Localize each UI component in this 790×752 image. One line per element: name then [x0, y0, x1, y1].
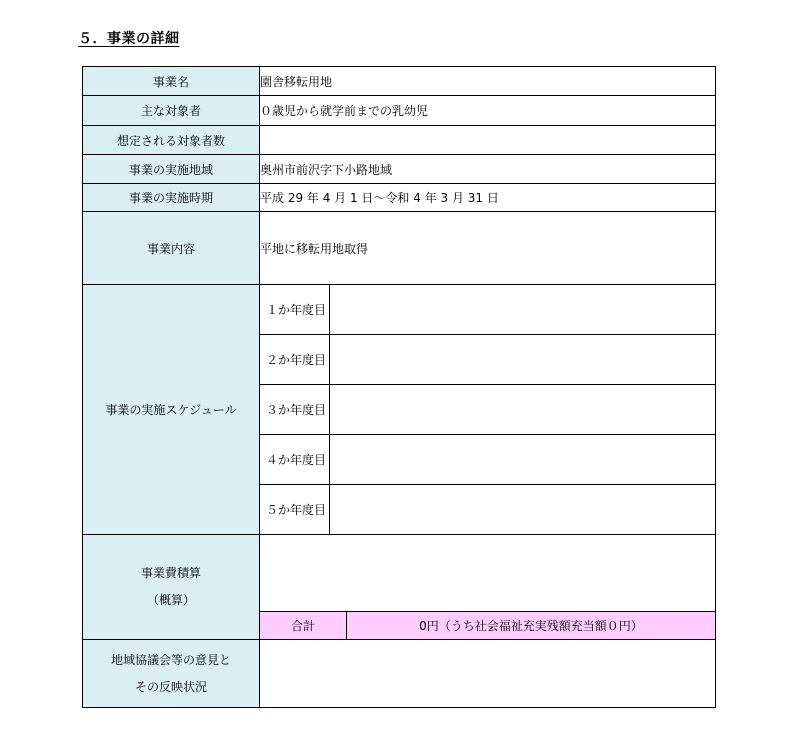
row-area: [83, 155, 716, 184]
label-target-count: 想定される対象者数: [83, 126, 260, 155]
schedule-grid: [260, 285, 715, 534]
schedule-year-5-value: [330, 485, 715, 534]
value-period: 平成 29 年 4 月 1 日～令和 4 年 3 月 31 日: [260, 184, 716, 212]
label-cost-line1: 事業費積算: [140, 566, 201, 580]
row-target: [83, 96, 716, 126]
schedule-year-2-value: [330, 335, 715, 385]
schedule-year-5-label: ５か年度目: [260, 485, 330, 534]
row-schedule: [83, 285, 716, 535]
label-schedule: 事業の実施スケジュール: [83, 285, 260, 535]
label-period: 事業の実施時期: [83, 184, 260, 212]
value-target: ０歳児から就学前までの乳幼児: [260, 96, 716, 126]
label-opinion-line2: その反映状況: [134, 679, 207, 694]
section-title: ５．事業の詳細: [78, 31, 180, 47]
schedule-year-1-label: １か年度目: [260, 285, 330, 335]
value-opinion: [260, 640, 716, 708]
schedule-year-1-value: [330, 285, 715, 335]
schedule-year-3-label: ３か年度目: [260, 385, 330, 435]
row-target-count: [83, 126, 716, 155]
cost-cell: [260, 535, 716, 640]
row-opinion: [83, 640, 716, 708]
schedule-year-4-label: ４か年度目: [260, 435, 330, 485]
label-content: 事業内容: [83, 212, 260, 285]
label-project-name: 事業名: [83, 67, 260, 96]
row-project-name: [83, 67, 716, 96]
schedule-cell: [260, 285, 716, 535]
label-opinion: [83, 640, 260, 708]
schedule-year-3-value: [330, 385, 715, 435]
cost-breakdown-area: [260, 535, 715, 612]
label-opinion-line1: 地域協議会等の意見と: [110, 652, 231, 667]
value-area: 奥州市前沢字下小路地域: [260, 155, 716, 184]
label-area: 事業の実施地域: [83, 155, 260, 184]
cost-total-label: 合計: [260, 612, 347, 639]
cost-wrap: [260, 535, 715, 639]
schedule-year-4-value: [330, 435, 715, 485]
cost-total-row: [260, 612, 715, 639]
schedule-year-2-label: ２か年度目: [260, 335, 330, 385]
cost-total-value: 0円（うち社会福祉充実残額充当額０円）: [419, 619, 643, 633]
project-details-table: [82, 66, 716, 708]
label-cost: [83, 535, 260, 640]
row-content: [83, 212, 716, 285]
value-project-name: 園舎移転用地: [260, 67, 716, 96]
value-content: 平地に移転用地取得: [260, 212, 716, 285]
value-target-count: [260, 126, 716, 155]
row-cost: [83, 535, 716, 640]
label-target: 主な対象者: [83, 96, 260, 126]
label-cost-line2: （概算）: [146, 593, 195, 607]
row-period: [83, 184, 716, 212]
